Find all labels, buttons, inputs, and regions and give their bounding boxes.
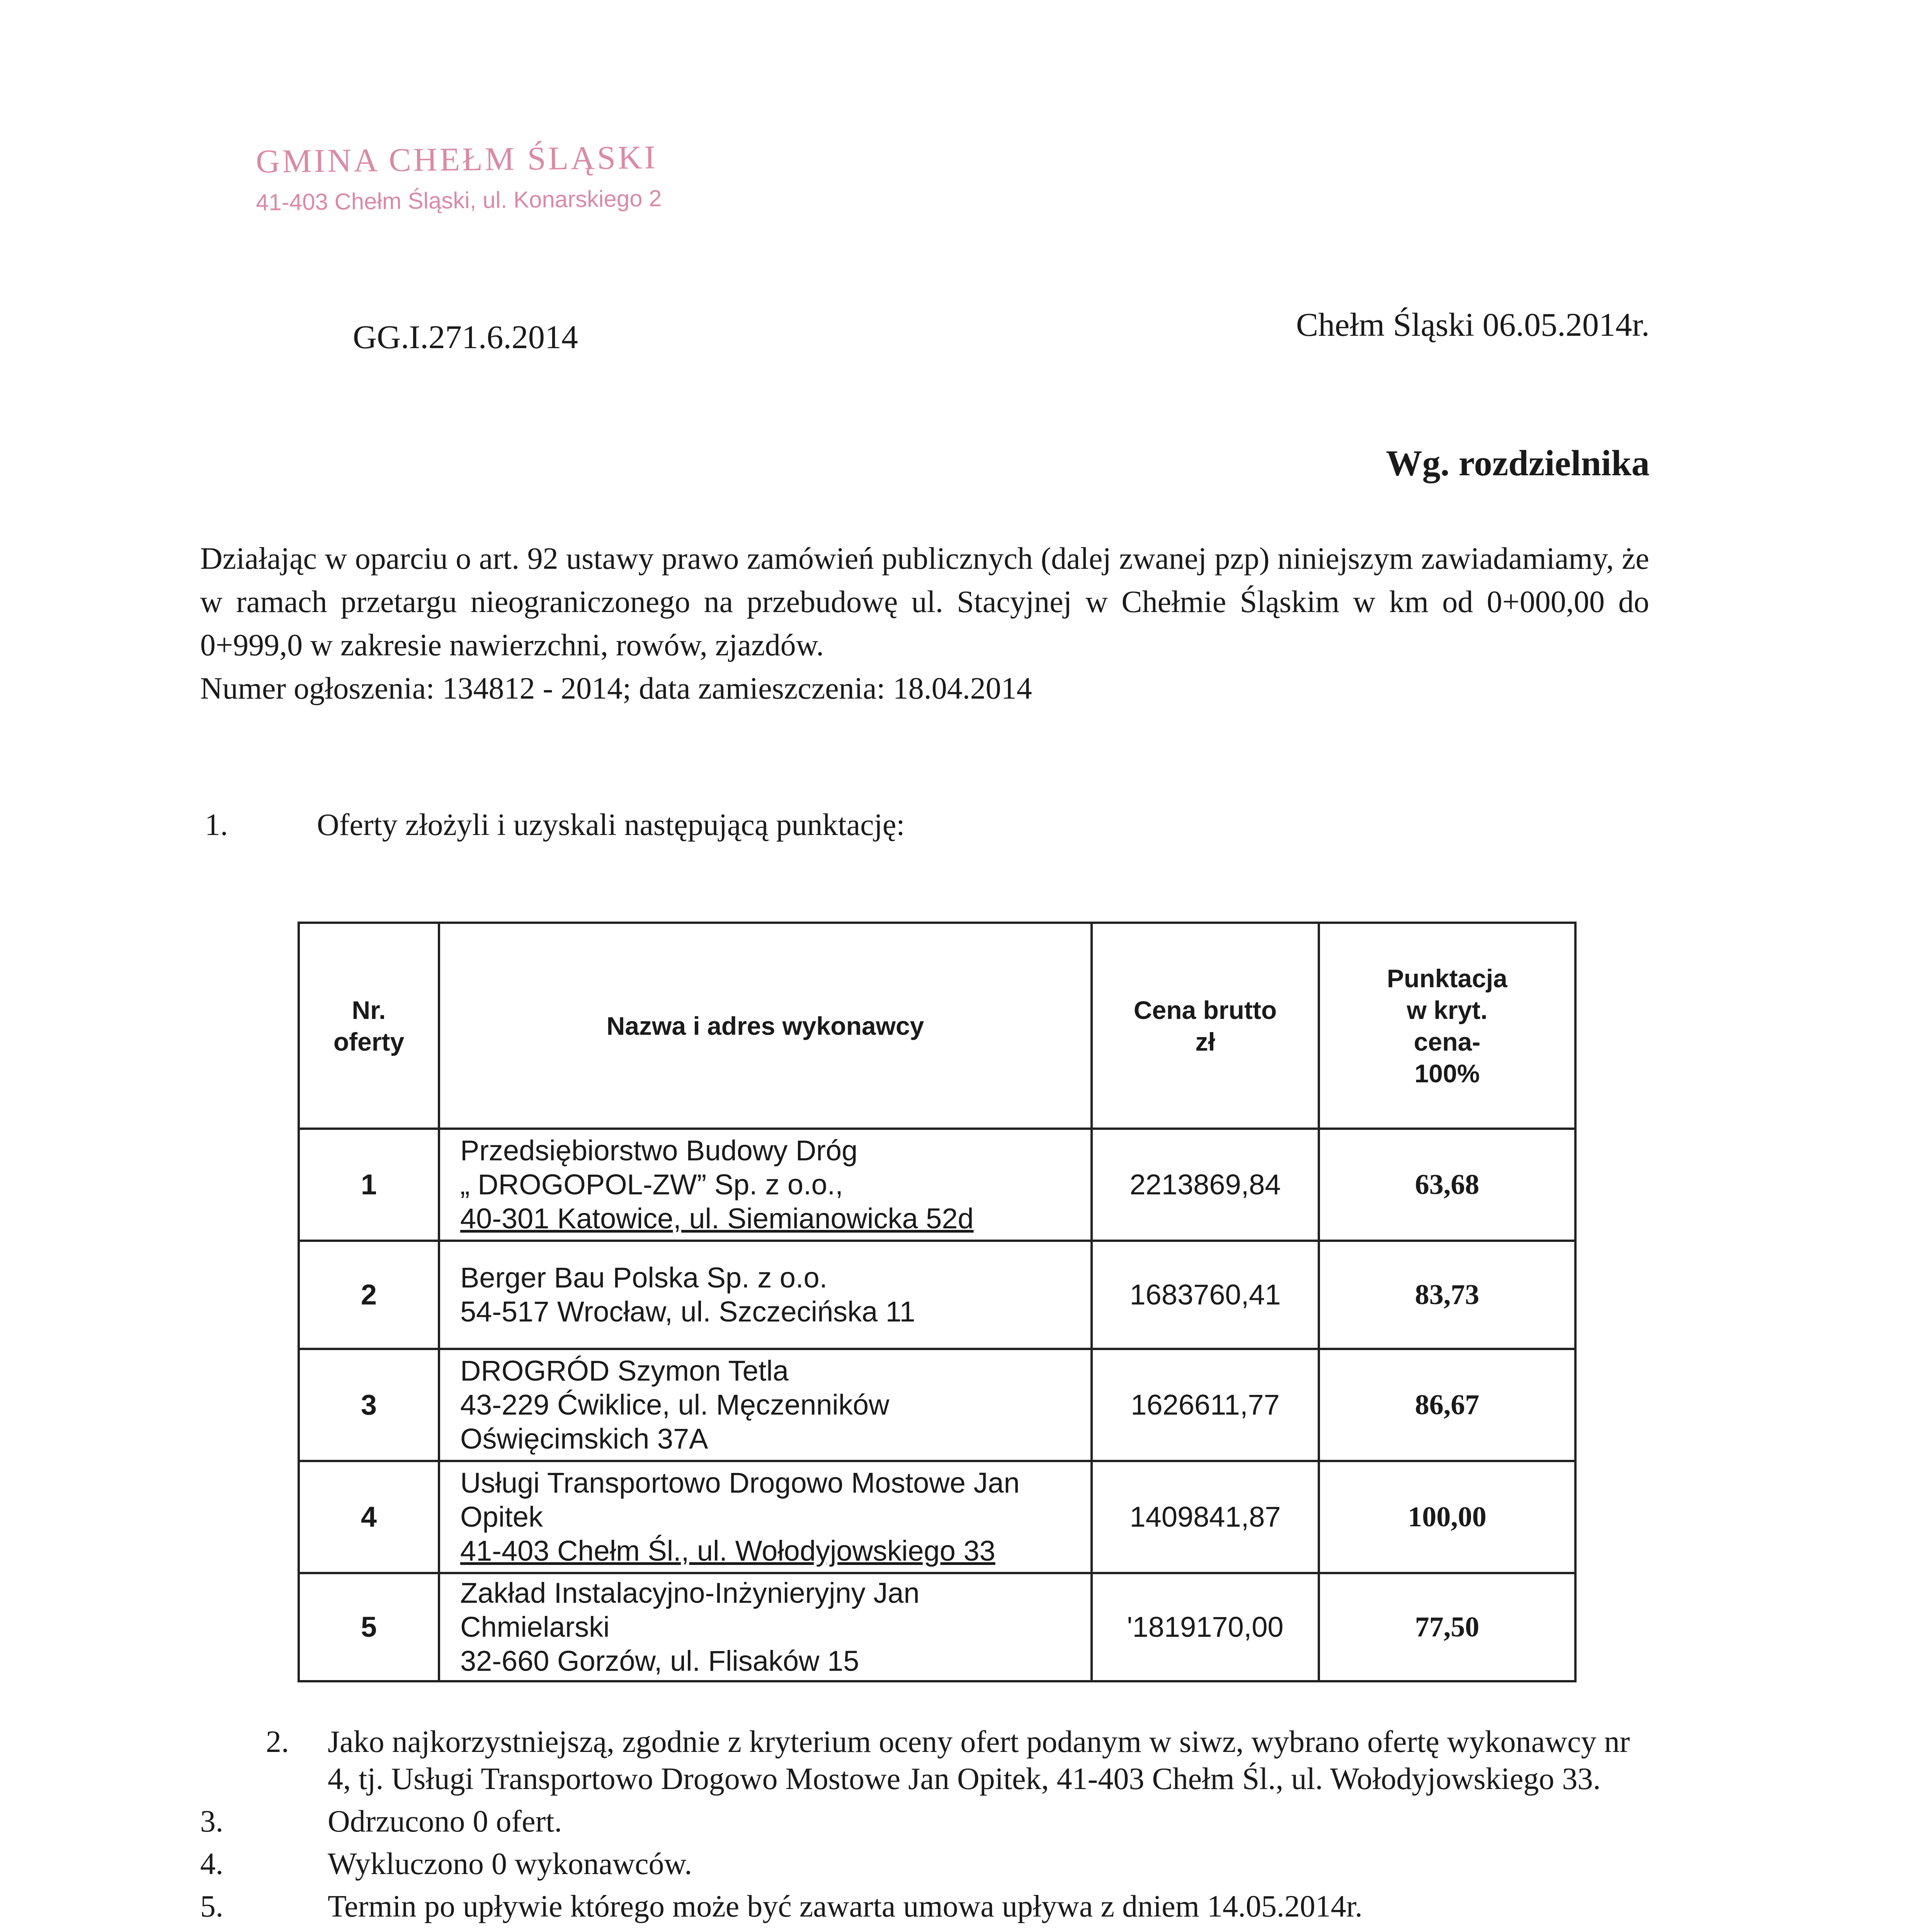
header-nr: Nr. oferty (299, 923, 439, 1129)
header-score: Punktacja w kryt. cena- 100% (1319, 923, 1575, 1129)
list-item (200, 1723, 1661, 1798)
list-item (200, 1845, 1661, 1883)
cell-price: 1409841,87 (1092, 1461, 1319, 1573)
list-item-text: Termin po upływie którego może być zawarta umowa upływa z dniem 14.05.2014r. (328, 1889, 1363, 1923)
point-number: 1. (205, 808, 228, 842)
table-row (299, 1129, 1575, 1241)
point-text: Oferty złożyli i uzyskali następującą punktację: (317, 808, 905, 842)
list-item-number: 4. (200, 1847, 223, 1881)
cell-price: '1819170,00 (1092, 1573, 1319, 1681)
decision-list (200, 1723, 1661, 1930)
stamp-line-address: 41-403 Chełm Śląski, ul. Konarskiego 2 (255, 185, 662, 216)
cell-score: 77,50 (1319, 1573, 1575, 1681)
place-and-date: Chełm Śląski 06.05.2014r. (1296, 306, 1650, 343)
list-item-text: Odrzucono 0 ofert. (328, 1804, 562, 1838)
intro-section (200, 537, 1649, 710)
list-item-number: 3. (200, 1804, 223, 1838)
stamp-line-municipality: GMINA CHEŁM ŚLĄSKI (255, 138, 658, 180)
table-row (299, 1349, 1575, 1461)
cell-score: 83,73 (1319, 1241, 1575, 1349)
list-item (200, 1803, 1661, 1840)
cell-nr: 2 (299, 1241, 439, 1349)
cell-contractor: DROGRÓD Szymon Tetla 43-229 Ćwiklice, ul. Męczenników Oświęcimskich 37A (439, 1349, 1092, 1461)
cell-price: 1683760,41 (1092, 1241, 1319, 1349)
list-item-text: Wykluczono 0 wykonawców. (328, 1847, 692, 1881)
cell-contractor: Usługi Transportowo Drogowo Mostowe Jan Opitek 41-403 Chełm Śl., ul. Wołodyjowskiego 33 (439, 1461, 1092, 1573)
table-row (299, 1241, 1575, 1349)
table-row (299, 1461, 1575, 1573)
cell-contractor: Zakład Instalacyjno-Inżynieryjny Jan Chmielarski 32-660 Gorzów, ul. Flisaków 15 (439, 1573, 1092, 1681)
list-item-text: Jako najkorzystniejszą, zgodnie z kryterium oceny ofert podanym w siwz, wybrano ofertę wykonawcy nr 4, tj. Usługi Transportowo Drogowo Mostowe Jan Opitek, 41-403 Chełm Śl., ul. Wołodyjowskiego 33. (328, 1725, 1630, 1796)
reference-number: GG.I.271.6.2014 (353, 318, 578, 355)
table-row (299, 1573, 1575, 1681)
recipient-line: Wg. rozdzielnika (1386, 443, 1650, 483)
intro-paragraph: Działając w oparciu o art. 92 ustawy prawo zamówień publicznych (dalej zwanej pzp) niniejszym zawiadamiamy, że w ramach przetargu nieograniczonego na przebudowę ul. Stacyjnej w Chełmie Śląskim w km od 0+000,00 do 0+999,0 w zakresie nawierzchni, rowów, zjazdów. (200, 542, 1649, 662)
cell-score: 100,00 (1319, 1461, 1575, 1573)
header-name: Nazwa i adres wykonawcy (439, 923, 1092, 1129)
list-item-number: 5. (200, 1889, 223, 1923)
cell-nr: 3 (299, 1349, 439, 1461)
cell-price: 2213869,84 (1092, 1129, 1319, 1241)
header-price: Cena brutto zł (1092, 923, 1319, 1129)
list-item (200, 1888, 1661, 1925)
cell-score: 63,68 (1319, 1129, 1575, 1241)
offers-table (298, 922, 1577, 1682)
notice-number: Numer ogłoszenia: 134812 - 2014; data zamieszczenia: 18.04.2014 (200, 672, 1032, 706)
cell-contractor: Berger Bau Polska Sp. z o.o. 54-517 Wrocław, ul. Szczecińska 11 (439, 1241, 1092, 1349)
table-header-row (299, 923, 1575, 1129)
cell-nr: 1 (299, 1129, 439, 1241)
list-item-number: 2. (266, 1725, 289, 1759)
cell-score: 86,67 (1319, 1349, 1575, 1461)
cell-nr: 5 (299, 1573, 439, 1681)
cell-contractor: Przedsiębiorstwo Budowy Dróg „ DROGOPOL-ZW” Sp. z o.o., 40-301 Katowice, ul. Siemianowicka 52d (439, 1129, 1092, 1241)
cell-nr: 4 (299, 1461, 439, 1573)
cell-price: 1626611,77 (1092, 1349, 1319, 1461)
